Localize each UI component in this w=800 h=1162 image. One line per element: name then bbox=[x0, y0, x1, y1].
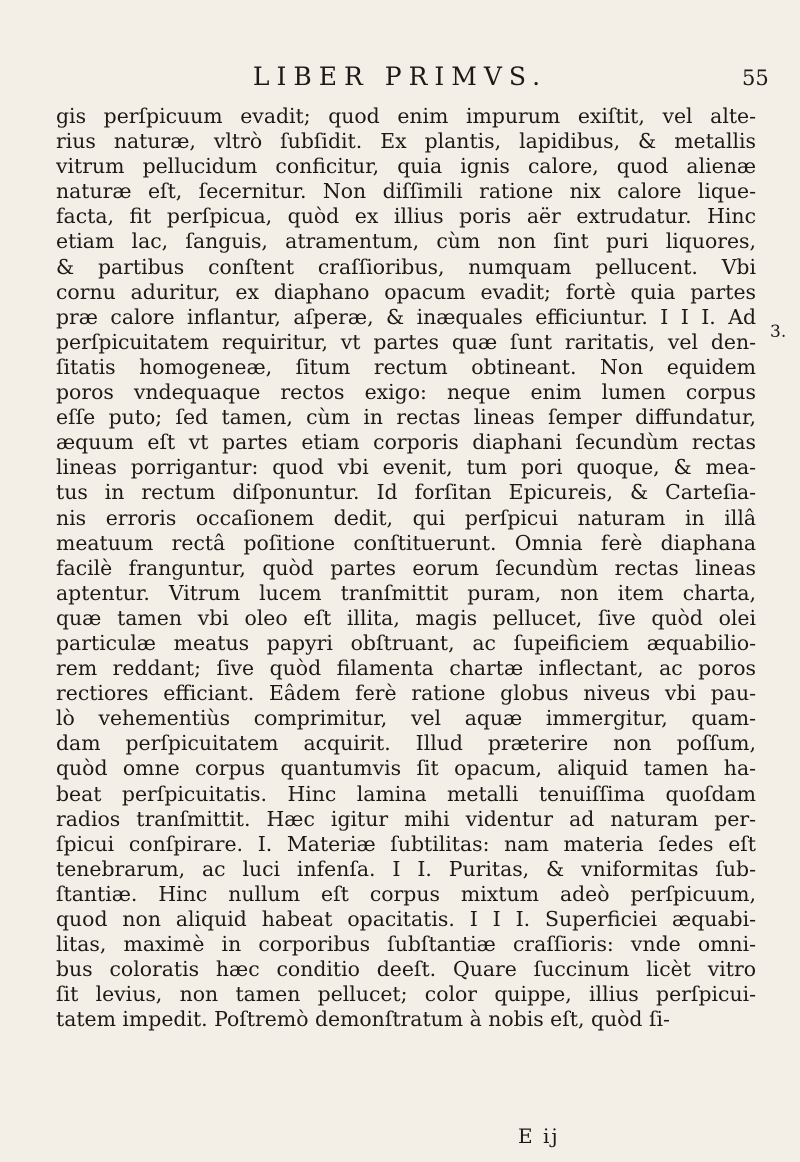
text-line: tus in rectum diſponuntur. Id forſitan Epicureis, & Carteſia- bbox=[56, 480, 756, 505]
page-number: 55 bbox=[742, 66, 769, 90]
text-line: quæ tamen vbi oleo eſt illita, magis pellucet, ſive quòd olei bbox=[56, 605, 756, 630]
text-line: ſit levius, non tamen pellucet; color quippe, illius perſpicui- bbox=[56, 982, 756, 1007]
text-line: rectiores efficiant. Eâdem ferè ratione globus niveus vbi pau- bbox=[56, 681, 756, 706]
text-line: rem reddant; ſive quòd filamenta chartæ inflectant, ac poros bbox=[56, 656, 756, 681]
text-line: perſpicuitatem requiritur, vt partes quæ ſunt raritatis, vel den- bbox=[56, 329, 756, 354]
text-line: litas, maximè in corporibus ſubſtantiæ craſſioris: vnde omni- bbox=[56, 932, 756, 957]
text-line: facilè franguntur, quòd partes eorum ſecundùm rectas lineas bbox=[56, 555, 756, 580]
text-line: tenebrarum, ac luci infenſa. I I. Puritas, & vniformitas ſub- bbox=[56, 856, 756, 881]
running-title: LIBER PRIMVS. bbox=[252, 62, 548, 91]
text-line: beat perſpicuitatis. Hinc lamina metalli tenuiſſima quoſdam bbox=[56, 781, 756, 806]
body-text bbox=[56, 104, 756, 1032]
margin-note: 3. bbox=[770, 322, 787, 342]
text-line: æquum eſt vt partes etiam corporis diaphani ſecundùm rectas bbox=[56, 430, 756, 455]
text-line: nis erroris occaſionem dedit, qui perſpicui naturam in illâ bbox=[56, 505, 756, 530]
text-line: gis perſpicuum evadit; quod enim impurum exiſtit, vel alte- bbox=[56, 104, 756, 128]
text-line: vitrum pellucidum conficitur, quia ignis calore, quod alienæ bbox=[56, 154, 756, 179]
text-line: præ calore inflantur, aſperæ, & inæquales efficiuntur. I I I. Ad bbox=[56, 304, 756, 329]
text-line: etiam lac, ſanguis, atramentum, cùm non ſint puri liquores, bbox=[56, 229, 756, 254]
text-line: dam perſpicuitatem acquirit. Illud præterire non poſſum, bbox=[56, 731, 756, 756]
text-line: meatuum rectâ poſitione conſtituerunt. Omnia ferè diaphana bbox=[56, 530, 756, 555]
text-line: facta, fit perſpicua, quòd ex illius poris aër extrudatur. Hinc bbox=[56, 204, 756, 229]
text-line: bus coloratis hæc conditio deeſt. Quare ſuccinum licèt vitro bbox=[56, 957, 756, 982]
text-line: cornu aduritur, ex diaphano opacum evadit; fortè quia partes bbox=[56, 279, 756, 304]
text-line: particulæ meatus papyri obſtruant, ac ſupeificiem æquabilio- bbox=[56, 630, 756, 655]
text-line: lineas porrigantur: quod vbi evenit, tum pori quoque, & mea- bbox=[56, 455, 756, 480]
text-line: radios tranſmittit. Hæc igitur mihi videntur ad naturam per- bbox=[56, 806, 756, 831]
signature-mark: E ij bbox=[518, 1124, 560, 1148]
text-line: aptentur. Vitrum lucem tranſmittit puram, non item charta, bbox=[56, 580, 756, 605]
text-line: quod non aliquid habeat opacitatis. I I I. Superficiei æquabi- bbox=[56, 907, 756, 931]
text-line: quòd omne corpus quantumvis ſit opacum, aliquid tamen ha- bbox=[56, 756, 756, 781]
text-line: lò vehementiùs comprimitur, vel aquæ immergitur, quam- bbox=[56, 706, 756, 731]
text-line: & partibus conſtent craſſioribus, numquam pellucent. Vbi bbox=[56, 254, 756, 279]
text-line: rius naturæ, vltrò ſubſidit. Ex plantis, lapidibus, & metallis bbox=[56, 129, 756, 154]
text-line: ſitatis homogeneæ, ſitum rectum obtineant. Non equidem bbox=[56, 354, 756, 379]
text-line: poros vndequaque rectos exigo: neque enim lumen corpus bbox=[56, 380, 756, 405]
text-line: ſtantiæ. Hinc nullum eſt corpus mixtum adeò perſpicuum, bbox=[56, 881, 756, 906]
text-line: ſpicui conſpirare. I. Materiæ ſubtilitas: nam materia ſedes eſt bbox=[56, 831, 756, 856]
text-line: naturæ eſt, ſecernitur. Non diſſimili ratione nix calore lique- bbox=[56, 179, 756, 204]
text-line: tatem impedit. Poſtremò demonſtratum à nobis eſt, quòd ſi- bbox=[56, 1007, 670, 1032]
text-line: eſſe puto; ſed tamen, cùm in rectas lineas ſemper diffundatur, bbox=[56, 405, 756, 430]
